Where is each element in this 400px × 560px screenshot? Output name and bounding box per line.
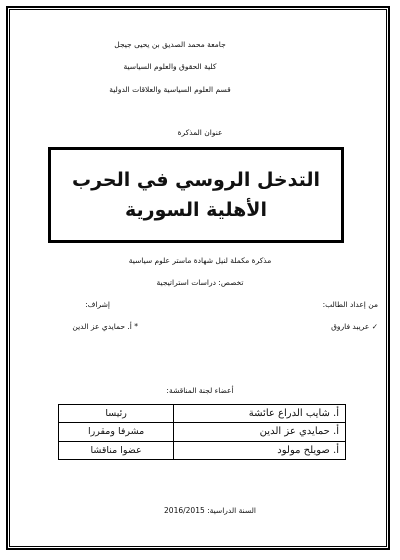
supervisor-name: أ. حمايدي عز الدين xyxy=(72,322,132,331)
thesis-title-line-2: الأهلية السورية xyxy=(125,199,267,221)
academic-year-value: 2016/2015 xyxy=(164,506,205,515)
supervisor-label: إشراف: xyxy=(85,300,110,309)
student-label: من إعداد الطالب: xyxy=(322,300,378,309)
committee-member-role: عضوا مناقشا xyxy=(59,441,174,459)
thesis-specialization: تخصص: دراسات استراتيجية xyxy=(156,278,244,287)
table-row xyxy=(59,405,346,423)
thesis-title-line-1: التدخل الروسي في الحرب xyxy=(72,168,320,191)
university-name: جامعة محمد الصديق بن يحيى جيجل xyxy=(114,40,226,49)
committee-member-role: مشرفا ومقررا xyxy=(59,423,174,441)
student-entry xyxy=(331,322,378,331)
supervisor-entry xyxy=(72,322,138,331)
faculty-name: كلية الحقوق والعلوم السياسية xyxy=(123,62,217,71)
title-label: عنوان المذكرة xyxy=(177,128,223,137)
table-row xyxy=(59,441,346,459)
academic-year-label: السنة الدراسية: xyxy=(207,506,256,515)
check-icon: ✓ xyxy=(371,322,378,331)
committee-table xyxy=(58,404,346,460)
committee-member-name: أ. شايب الدراع عائشة xyxy=(174,405,346,423)
committee-member-role: رئيسا xyxy=(59,405,174,423)
academic-year xyxy=(140,506,280,515)
committee-member-name: أ. صويلح مولود xyxy=(174,441,346,459)
table-row xyxy=(59,423,346,441)
asterisk-icon: * xyxy=(134,322,138,331)
committee-label: أعضاء لجنة المناقشة: xyxy=(166,386,234,395)
committee-member-name: أ. حمايدي عز الدين xyxy=(174,423,346,441)
thesis-title-box xyxy=(48,147,344,243)
thesis-purpose: مذكرة مكملة لنيل شهادة ماستر علوم سياسية xyxy=(128,256,272,265)
student-name: عريبد فاروق xyxy=(331,322,370,331)
department-name: قسم العلوم السياسية والعلاقات الدولية xyxy=(109,85,231,94)
